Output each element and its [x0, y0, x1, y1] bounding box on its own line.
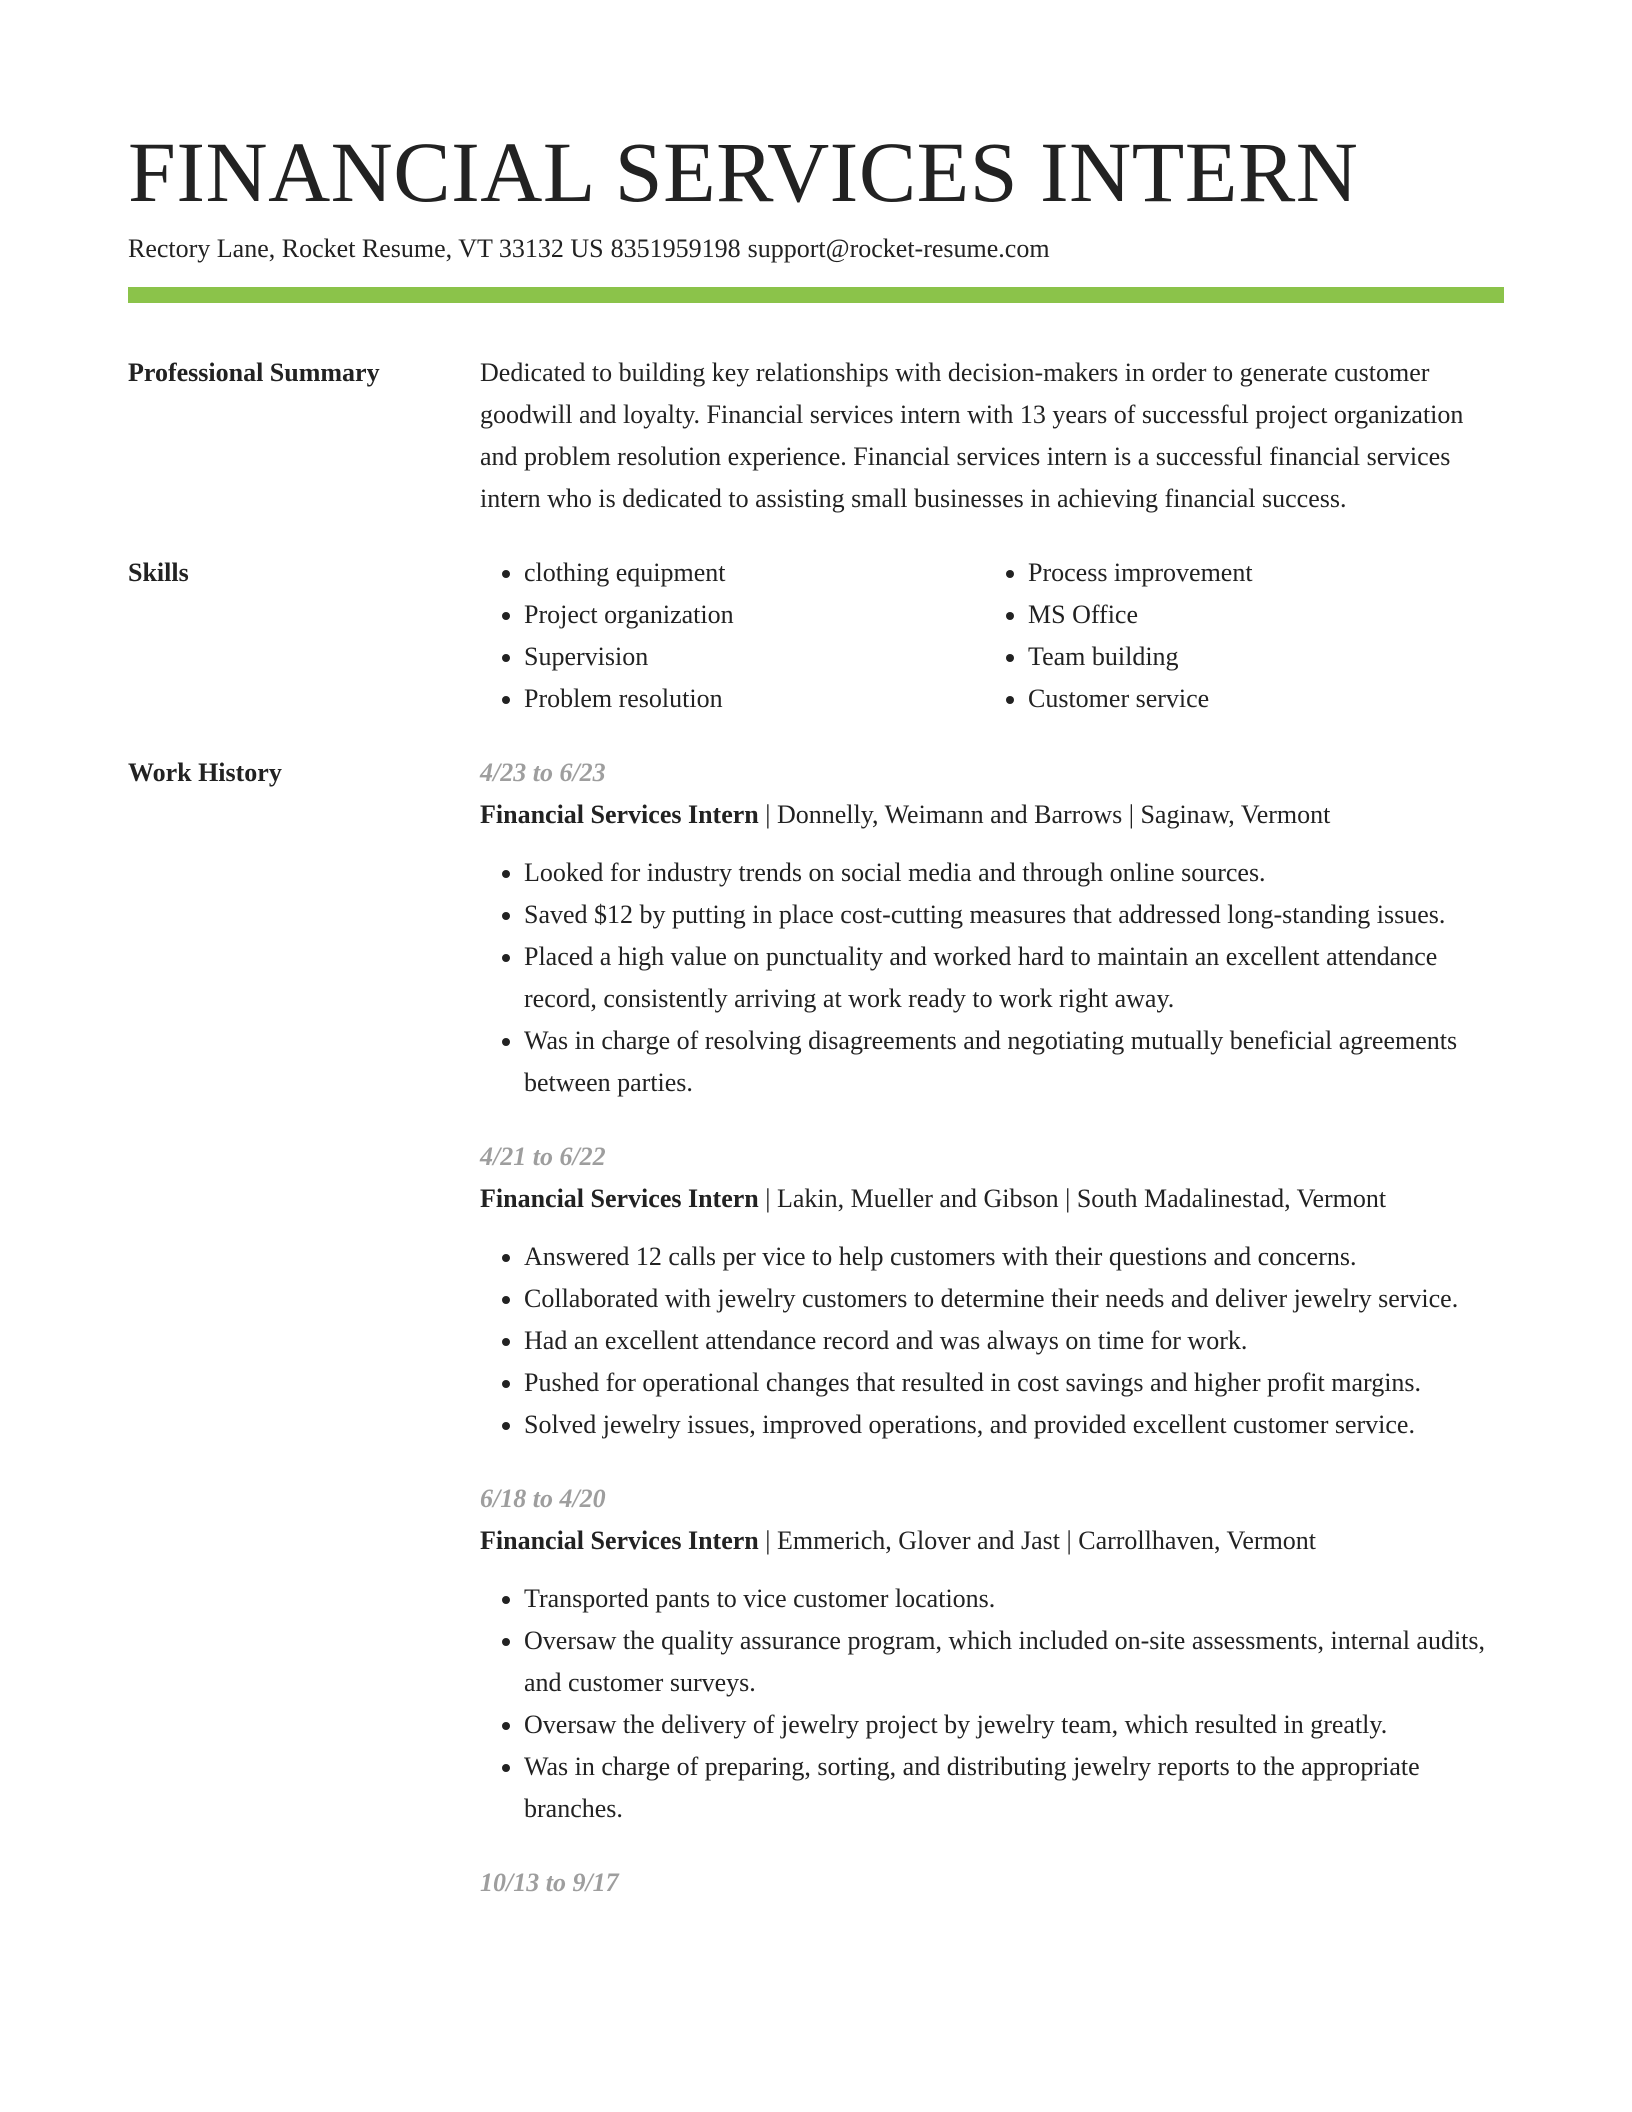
skills-grid [480, 552, 1504, 720]
skill-item: • Customer service [1028, 678, 1488, 720]
job-bullet: • Had an excellent attendance record and was always on time for work. [524, 1320, 1504, 1362]
job-bullet: • Pushed for operational changes that resulted in cost savings and higher profit margins. [524, 1362, 1504, 1404]
contact-phone: 8351959198 [610, 234, 741, 263]
job-location: South Madalinestad, Vermont [1076, 1184, 1387, 1213]
job-dates: 6/18 to 4/20 [480, 1484, 606, 1513]
job-entry [480, 1136, 1504, 1446]
resume-title: FINANCIAL SERVICES INTERN [128, 124, 1359, 220]
job-location: Carrollhaven, Vermont [1078, 1526, 1317, 1555]
job-entry [480, 752, 1504, 1104]
job-bullet: • Saved $12 by putting in place cost-cutting measures that addressed long-standing issues. [524, 894, 1504, 936]
summary-text: Dedicated to building key relationships with decision-makers in order to generate customer goodwill and loyalty. Financial services intern with 13 years of successful project organization and problem resolution experience. Financial services intern is a successful financial services intern who is dedicated to assisting small businesses in achieving financial success. [480, 358, 1464, 513]
skills-heading: Skills [128, 558, 189, 587]
skill-item: • Team building [1028, 636, 1488, 678]
job-bullet: • Placed a high value on punctuality and worked hard to maintain an excellent attendance record, consistently arriving at work ready to work right away. [524, 936, 1504, 1020]
job-title: Financial Services Intern [480, 1184, 759, 1213]
skill-item: • clothing equipment [524, 552, 984, 594]
skill-item: • Supervision [524, 636, 984, 678]
resume-page [128, 122, 1504, 1904]
skills-list-left [480, 552, 984, 720]
work-history-body [480, 752, 1504, 1904]
job-bullet: • Was in charge of preparing, sorting, and distributing jewelry reports to the appropriate branches. [524, 1746, 1504, 1830]
job-separator: | [1128, 800, 1134, 829]
job-bullet: • Collaborated with jewelry customers to determine their needs and deliver jewelry service. [524, 1278, 1504, 1320]
skills-column-right [984, 552, 1488, 720]
skill-item: • Process improvement [1028, 552, 1488, 594]
job-bullet-list [480, 852, 1504, 1104]
skill-item: • MS Office [1028, 594, 1488, 636]
job-bullet: • Transported pants to vice customer locations. [524, 1578, 1504, 1620]
skill-item: • Project organization [524, 594, 984, 636]
job-dates: 4/23 to 6/23 [480, 758, 606, 787]
skills-list-right [984, 552, 1488, 720]
job-separator: | [765, 800, 771, 829]
contact-line [128, 232, 1504, 266]
job-bullet-list [480, 1236, 1504, 1446]
job-company: Donnelly, Weimann and Barrows [776, 800, 1123, 829]
job-heading [480, 1178, 1504, 1220]
work-history-section [128, 752, 1504, 1904]
job-bullet: • Was in charge of resolving disagreements and negotiating mutually beneficial agreements between parties. [524, 1020, 1504, 1104]
job-company: Emmerich, Glover and Jast [776, 1526, 1061, 1555]
skills-column-left [480, 552, 984, 720]
header-divider [128, 287, 1504, 303]
job-bullet: • Oversaw the delivery of jewelry project by jewelry team, which resulted in greatly. [524, 1704, 1504, 1746]
job-dates: 4/21 to 6/22 [480, 1142, 606, 1171]
job-separator: | [1066, 1526, 1072, 1555]
job-heading [480, 794, 1504, 836]
job-separator: | [765, 1184, 771, 1213]
job-bullet: • Looked for industry trends on social media and through online sources. [524, 852, 1504, 894]
job-bullet: • Answered 12 calls per vice to help customers with their questions and concerns. [524, 1236, 1504, 1278]
contact-email[interactable]: support@rocket-resume.com [747, 234, 1050, 263]
summary-heading: Professional Summary [128, 358, 380, 387]
job-entry [480, 1478, 1504, 1830]
skills-body [480, 552, 1504, 720]
job-title: Financial Services Intern [480, 1526, 759, 1555]
job-separator: | [1065, 1184, 1071, 1213]
job-company: Lakin, Mueller and Gibson [776, 1184, 1059, 1213]
job-location: Saginaw, Vermont [1140, 800, 1331, 829]
job-dates: 10/13 to 9/17 [480, 1868, 619, 1897]
job-bullet-list [480, 1578, 1504, 1830]
summary-section [128, 352, 1504, 520]
job-bullet: • Oversaw the quality assurance program, which included on-site assessments, internal audits, and customer surveys. [524, 1620, 1504, 1704]
job-bullet: • Solved jewelry issues, improved operations, and provided excellent customer service. [524, 1404, 1504, 1446]
job-title: Financial Services Intern [480, 800, 759, 829]
work-history-heading: Work History [128, 758, 282, 787]
job-entry [480, 1862, 1504, 1904]
job-heading [480, 1520, 1504, 1562]
contact-address: Rectory Lane, Rocket Resume, VT 33132 US [128, 234, 604, 263]
skills-section [128, 552, 1504, 720]
job-separator: | [765, 1526, 771, 1555]
skill-item: • Problem resolution [524, 678, 984, 720]
